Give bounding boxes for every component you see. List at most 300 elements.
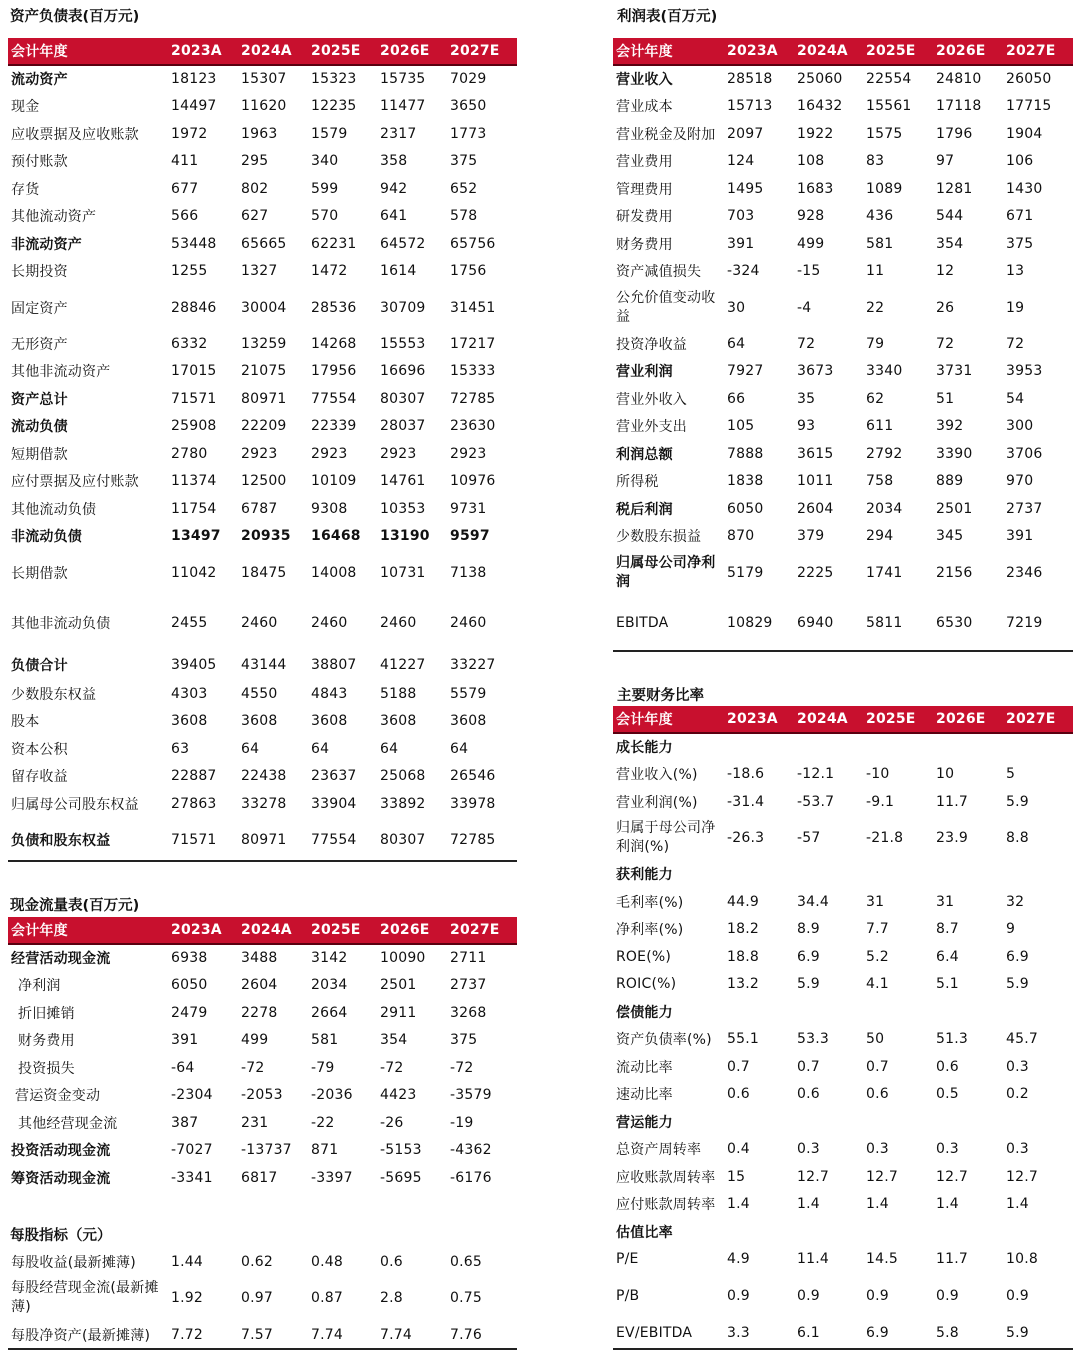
cash-flow-table [8,917,517,1192]
value-cell: 5.8 [936,1324,959,1341]
value-cell: 1089 [866,180,903,197]
value-cell: 30709 [380,299,426,316]
table-row [8,1164,517,1192]
header-label-cell: 会计年度 [8,917,167,944]
value-cell: 1796 [936,125,973,142]
table-row [8,735,517,763]
row-label: 筹资活动现金流 [11,1170,111,1187]
value-cell: -79 [311,1059,335,1076]
value-cell: 1683 [797,180,834,197]
value-cell: 72785 [450,832,496,848]
value-cell: 391 [171,1032,199,1049]
value-cell: 15553 [380,335,426,352]
value-cell: 7.7 [866,921,889,938]
value-cell: 294 [866,528,894,545]
value-cell: 566 [171,208,199,225]
row-label: 营运资金变动 [15,1088,101,1105]
row-label: 总资产周转率 [616,1142,702,1159]
row-label: 投资损失 [18,1060,75,1077]
table-row [613,358,1073,386]
value-cell: 33892 [380,795,426,812]
value-cell: 0.7 [727,1058,750,1075]
value-cell: 28536 [311,299,357,316]
table-row [613,93,1073,121]
row-label: 应收账款周转率 [616,1169,716,1186]
table-row [613,65,1073,93]
table-row [8,1276,517,1321]
row-label: 归属母公司股东权益 [11,796,139,813]
table-row [8,550,517,595]
value-cell: 2501 [380,977,417,994]
value-cell: 1.4 [1006,1196,1029,1213]
value-cell: 64 [241,740,260,757]
value-cell: 2034 [866,500,903,517]
row-label: 财务费用 [18,1033,75,1050]
value-cell: 2737 [1006,500,1043,517]
table-row [613,285,1073,330]
value-cell [862,1108,932,1136]
value-cell: 43144 [241,657,287,673]
value-cell: 26050 [1006,71,1052,88]
value-cell: -72 [380,1059,404,1076]
value-cell: 13190 [380,528,430,545]
value-cell: 3608 [311,713,348,730]
value-cell: 2737 [450,977,487,994]
value-cell: 581 [866,235,894,252]
value-cell: 26 [936,299,955,316]
value-cell: 1281 [936,180,973,197]
value-cell [932,861,1002,889]
value-cell: 5811 [866,614,903,631]
value-cell: 3.3 [727,1324,750,1341]
row-label: 流动资产 [11,72,68,89]
value-cell: 4.1 [866,976,889,993]
table-row [8,175,517,203]
value-cell: 22 [866,299,885,316]
value-cell: 375 [450,1032,478,1049]
value-cell: 1972 [171,125,208,142]
value-cell [932,733,1002,761]
value-cell: 22438 [241,768,287,785]
row-label: 资本公积 [11,741,68,758]
value-cell: 11.7 [936,1251,968,1268]
value-cell [1002,998,1073,1026]
value-cell: 39405 [171,657,217,673]
table-row [8,120,517,148]
value-cell: -2053 [241,1087,283,1104]
row-label: 流动比率 [616,1059,673,1076]
row-label: 应收票据及应收账款 [11,126,139,143]
value-cell: 21075 [241,363,287,380]
value-cell: 499 [241,1032,269,1049]
row-label: 营业外收入 [616,391,687,408]
value-cell: 22339 [311,418,357,435]
value-cell: -13737 [241,1142,292,1159]
row-label: 营业收入 [616,72,673,89]
value-cell: 12235 [311,98,357,115]
value-cell: 641 [380,208,408,225]
value-cell: -5153 [380,1142,422,1159]
value-cell: 72 [797,335,816,352]
value-cell: 14268 [311,335,357,352]
value-cell: 581 [311,1032,339,1049]
row-label: 投资活动现金流 [11,1143,111,1160]
value-cell: 0.2 [1006,1086,1029,1103]
header-year-cell: 2026E [932,38,1002,65]
value-cell: 25068 [380,768,426,785]
value-cell [793,998,862,1026]
header-year-cell: 2027E [446,917,517,944]
value-cell: 64572 [380,235,426,252]
value-cell: 80971 [241,390,287,407]
value-cell: 7138 [450,564,487,581]
income-statement-table [613,38,1073,650]
value-cell: 15561 [866,98,912,115]
row-label: 营业税金及附加 [616,126,716,143]
value-cell: 1575 [866,125,903,142]
table-row [613,971,1073,999]
value-cell: 25908 [171,418,217,435]
value-cell: 1922 [797,125,834,142]
value-cell: 611 [866,418,894,435]
value-cell: -19 [450,1114,474,1131]
value-cell [1002,733,1073,761]
value-cell: -324 [727,263,760,280]
value-cell: 30 [727,299,746,316]
value-cell: -31.4 [727,793,765,810]
value-cell: 5579 [450,685,487,702]
table-row [8,999,517,1027]
row-label: 其他非流动负债 [11,615,111,632]
value-cell: 6787 [241,500,278,517]
row-label: P/E [616,1251,639,1268]
value-cell: 32 [1006,893,1025,910]
value-cell: 5.9 [1006,976,1029,993]
table-row [613,733,1073,761]
value-cell: 8.8 [1006,830,1029,846]
value-cell: 64 [727,335,746,352]
row-label: 每股收益(最新摊薄) [11,1254,136,1271]
value-cell: 354 [380,1032,408,1049]
value-cell: 970 [1006,473,1034,490]
value-cell: 13 [1006,263,1025,280]
table-row [613,230,1073,258]
value-cell: 2923 [380,445,417,462]
value-cell: 0.9 [1006,1287,1029,1304]
table-row [8,1082,517,1110]
table-row [613,203,1073,231]
value-cell: 7029 [450,71,487,88]
value-cell: 231 [241,1114,269,1131]
value-cell: 53448 [171,235,217,252]
value-cell: 379 [797,528,825,545]
value-cell: 17015 [171,363,217,380]
value-cell: 1430 [1006,180,1043,197]
value-cell: 3615 [797,445,834,462]
value-cell: 10 [936,766,955,783]
row-label: 税后利润 [616,501,673,518]
value-cell: 871 [311,1142,339,1159]
value-cell: 62231 [311,235,357,252]
table-row [8,385,517,413]
header-year-cell: 2024A [793,38,862,65]
value-cell: 7219 [1006,614,1043,631]
value-cell: 28518 [727,71,773,88]
value-cell: 5.9 [797,976,820,993]
value-cell [723,998,793,1026]
table-row [8,790,517,818]
value-cell [862,861,932,889]
value-cell: 2711 [450,950,487,967]
value-cell: -18.6 [727,766,765,783]
table-row [8,203,517,231]
value-cell: 0.3 [1006,1141,1029,1158]
balance-sheet-title: 资产负债表(百万元) [10,9,140,25]
header-year-cell: 2027E [1002,38,1073,65]
value-cell: 8.7 [936,921,959,938]
table-row [613,1108,1073,1136]
table-row [613,1081,1073,1109]
table-row [613,595,1073,650]
value-cell: 80307 [380,832,426,848]
value-cell: 2460 [311,614,348,631]
value-cell [723,1218,793,1246]
row-label: 估值比率 [616,1224,673,1241]
value-cell: 12 [936,263,955,280]
value-cell: 62 [866,390,885,407]
value-cell: 375 [1006,235,1034,252]
header-year-cell: 2025E [307,917,376,944]
value-cell: 8.9 [797,921,820,938]
value-cell: 3706 [1006,445,1043,462]
value-cell: 22554 [866,71,912,88]
row-label: 偿债能力 [616,1004,673,1021]
table-row [8,944,517,972]
value-cell: -15 [797,263,821,280]
value-cell: 0.7 [866,1058,889,1075]
value-cell: 65665 [241,235,287,252]
value-cell: 0.5 [936,1086,959,1103]
value-cell: 13.2 [727,976,759,993]
header-year-cell: 2024A [237,917,307,944]
value-cell: 26546 [450,768,496,785]
value-cell: 1756 [450,263,487,280]
row-label: 负债合计 [11,658,68,674]
value-cell: 1.92 [171,1290,203,1306]
right-bottom-rule [613,1348,1073,1350]
value-cell: 1472 [311,263,348,280]
value-cell: 55.1 [727,1031,759,1048]
value-cell: 11042 [171,564,217,581]
value-cell [723,861,793,889]
value-cell: 6050 [171,977,208,994]
value-cell: 0.3 [936,1141,959,1158]
header-year-cell: 2027E [446,38,517,65]
value-cell: 25060 [797,71,843,88]
table-row [613,1136,1073,1164]
value-cell [793,1218,862,1246]
row-label: 少数股东损益 [616,529,702,546]
value-cell: 0.65 [450,1253,482,1270]
value-cell: -64 [171,1059,195,1076]
row-label: 所得税 [616,474,659,491]
value-cell: -72 [241,1059,265,1076]
value-cell: 12500 [241,473,287,490]
table-row [613,1246,1073,1274]
table-header-row [613,38,1073,65]
table-row [613,916,1073,944]
value-cell: 2317 [380,125,417,142]
value-cell: 2664 [311,1004,348,1021]
table-row [8,1137,517,1165]
header-label-cell: 会计年度 [8,38,167,65]
value-cell: 2460 [450,614,487,631]
row-label: 每股经营现金流(最新摊薄) [11,1280,159,1315]
value-cell: 51 [936,390,955,407]
value-cell: 16432 [797,98,843,115]
table-row [613,523,1073,551]
value-cell: 671 [1006,208,1034,225]
row-label: 其他经营现金流 [18,1115,118,1132]
value-cell: 17956 [311,363,357,380]
table-row [613,1053,1073,1081]
value-cell: 627 [241,208,269,225]
value-cell: 6050 [727,500,764,517]
table-row [8,440,517,468]
value-cell: 7.74 [380,1327,412,1343]
row-label: 其他流动负债 [11,501,97,518]
table-row [613,385,1073,413]
value-cell: 22209 [241,418,287,435]
table-row [613,330,1073,358]
header-year-cell: 2023A [167,38,237,65]
row-label: ROIC(%) [616,976,677,993]
value-cell: 4843 [311,685,348,702]
row-label: 管理费用 [616,181,673,198]
row-label: 经营活动现金流 [11,951,111,968]
value-cell: 345 [936,528,964,545]
value-cell: 3608 [171,713,208,730]
value-cell [862,998,932,1026]
value-cell: 23.9 [936,830,968,846]
value-cell: 53.3 [797,1031,829,1048]
value-cell: -3397 [311,1169,353,1186]
value-cell: 391 [727,235,755,252]
value-cell: 7.57 [241,1327,273,1343]
header-year-cell: 2026E [932,706,1002,733]
value-cell: 31 [866,893,885,910]
table-row [8,1321,517,1350]
value-cell: 0.48 [311,1253,343,1270]
value-cell: 758 [866,473,894,490]
row-label: 资产总计 [11,391,68,408]
value-cell: 6.9 [1006,948,1029,965]
table-row [8,680,517,708]
value-cell: 1963 [241,125,278,142]
value-cell: 6940 [797,614,834,631]
value-cell: 33227 [450,657,496,673]
value-cell [932,998,1002,1026]
value-cell: 1011 [797,473,834,490]
value-cell: 2923 [241,445,278,462]
income-bottom-rule [613,650,1073,652]
value-cell: 392 [936,418,964,435]
value-cell: 7.72 [171,1327,203,1343]
value-cell: 11620 [241,98,287,115]
value-cell: 1.4 [797,1196,820,1213]
value-cell: 0.6 [380,1253,403,1270]
value-cell [793,861,862,889]
table-row [613,120,1073,148]
value-cell: 2.8 [380,1290,403,1306]
value-cell: 71571 [171,832,217,848]
table-header-row [613,706,1073,733]
value-cell: 2097 [727,125,764,142]
table-row [8,650,517,680]
value-cell: 5179 [727,564,764,581]
value-cell: 72 [936,335,955,352]
value-cell: 9597 [450,528,490,545]
value-cell: 35 [797,390,816,407]
value-cell: 3390 [936,445,973,462]
value-cell [793,733,862,761]
value-cell: 15333 [450,363,496,380]
table-row [613,468,1073,496]
value-cell: 2792 [866,445,903,462]
value-cell: 3650 [450,98,487,115]
value-cell: 0.75 [450,1290,482,1306]
value-cell: 1495 [727,180,764,197]
value-cell: 1255 [171,263,208,280]
table-row [8,358,517,386]
value-cell: 41227 [380,657,426,673]
value-cell: 5.1 [936,976,959,993]
value-cell: 3142 [311,950,348,967]
value-cell: 33278 [241,795,287,812]
value-cell: 18123 [171,71,217,88]
row-label: 应付票据及应付账款 [11,474,139,491]
value-cell: 7927 [727,363,764,380]
balance-sheet-table [8,38,517,863]
row-label: 净利润 [18,978,61,995]
value-cell: 15323 [311,71,357,88]
value-cell: 2225 [797,564,834,581]
value-cell: 15 [727,1168,746,1185]
value-cell: 0.9 [727,1287,750,1304]
value-cell: 22887 [171,768,217,785]
value-cell: 54 [1006,390,1025,407]
value-cell: 7.76 [450,1327,482,1343]
value-cell: -5695 [380,1169,422,1186]
balance-sheet-bottom-rule [8,860,517,862]
value-cell: 1.4 [727,1196,750,1213]
value-cell: 5.2 [866,948,889,965]
value-cell: 599 [311,180,339,197]
row-label: 获利能力 [616,867,673,884]
value-cell: 0.62 [241,1253,273,1270]
table-row [8,148,517,176]
value-cell: 11754 [171,500,217,517]
value-cell: 544 [936,208,964,225]
row-label: 短期借款 [11,446,68,463]
value-cell: 4423 [380,1087,417,1104]
value-cell: 4303 [171,685,208,702]
value-cell: 2278 [241,1004,278,1021]
value-cell: 1904 [1006,125,1043,142]
row-label: 速动比率 [616,1087,673,1104]
value-cell: 16696 [380,363,426,380]
value-cell: 10109 [311,473,357,490]
